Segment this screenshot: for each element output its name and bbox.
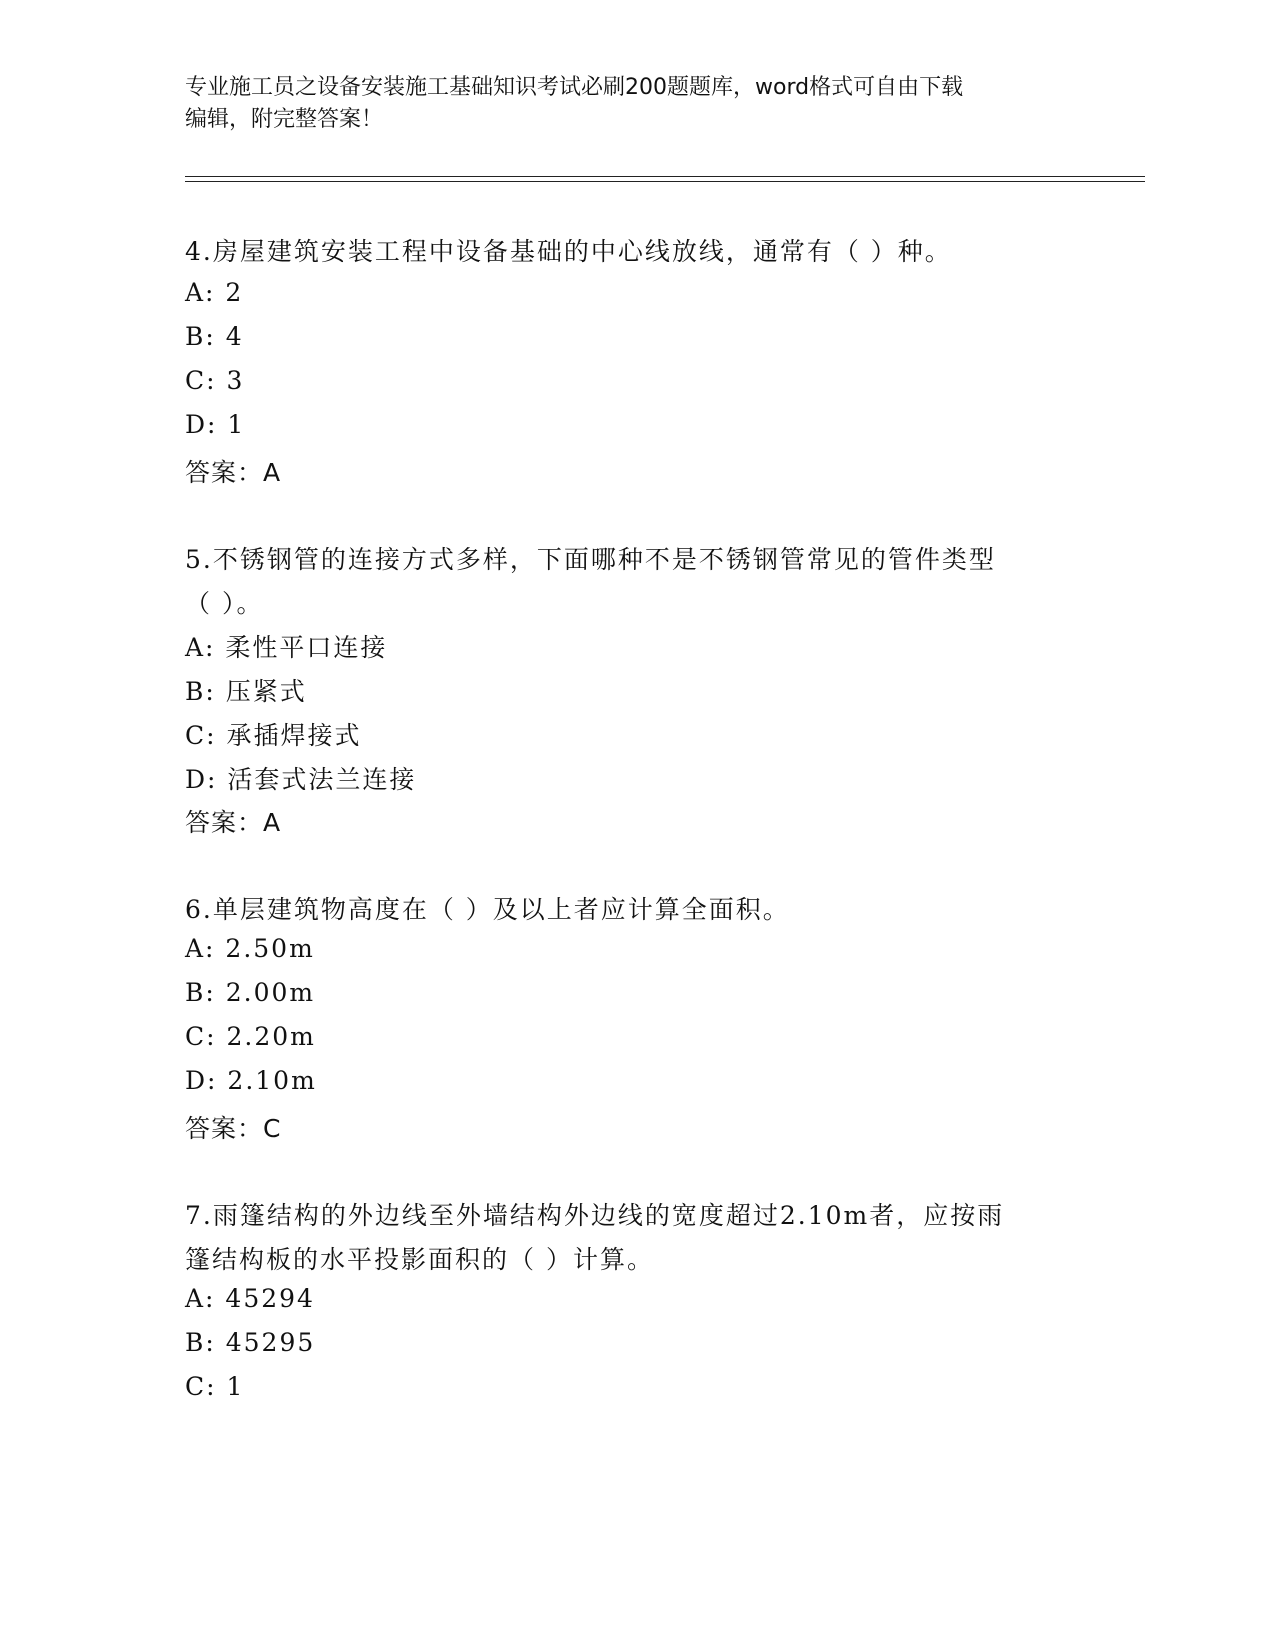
question-4-option-d: D: 1 [185, 410, 246, 439]
question-4-stem: 4.房屋建筑安装工程中设备基础的中心线放线，通常有（ ）种。 [185, 237, 952, 266]
question-5-stem-line-2: （ ）。 [185, 589, 264, 618]
question-7-option-b: B: 45295 [185, 1328, 316, 1357]
question-4-answer: 答案：A [185, 458, 282, 487]
question-4-option-b: B: 4 [185, 322, 244, 351]
question-5-option-d: D: 活套式法兰连接 [185, 765, 417, 794]
question-7-stem-line-2: 篷结构板的水平投影面积的（ ）计算。 [185, 1245, 654, 1274]
question-5-answer: 答案：A [185, 808, 282, 837]
question-6-answer: 答案：C [185, 1114, 282, 1143]
question-7-option-a: A: 45294 [185, 1284, 315, 1313]
question-4-option-a: A: 2 [185, 278, 244, 307]
question-4-option-c: C: 3 [185, 366, 245, 395]
question-7-stem-line-1: 7.雨篷结构的外边线至外墙结构外边线的宽度超过2.10m者，应按雨 [185, 1201, 1005, 1230]
header-divider-top [185, 176, 1145, 177]
question-6-option-d: D: 2.10m [185, 1066, 317, 1095]
question-5-stem-line-1: 5.不锈钢管的连接方式多样，下面哪种不是不锈钢管常见的管件类型 [185, 545, 996, 574]
question-6-option-b: B: 2.00m [185, 978, 316, 1007]
question-6-stem: 6.单层建筑物高度在（ ）及以上者应计算全面积。 [185, 895, 790, 924]
question-7-option-c: C: 1 [185, 1372, 245, 1401]
document-header [185, 72, 1065, 136]
header-title-line-2: 编辑，附完整答案！ [185, 107, 384, 132]
question-5-option-c: C: 承插焊接式 [185, 721, 362, 750]
question-5-option-b: B: 压紧式 [185, 677, 307, 706]
question-6-option-c: C: 2.20m [185, 1022, 316, 1051]
question-5-option-a: A: 柔性平口连接 [185, 633, 388, 662]
header-title-line-1: 专业施工员之设备安装施工基础知识考试必刷200题题库，word格式可自由下载 [185, 75, 964, 100]
header-divider-bottom [185, 181, 1145, 182]
question-6-option-a: A: 2.50m [185, 934, 315, 963]
